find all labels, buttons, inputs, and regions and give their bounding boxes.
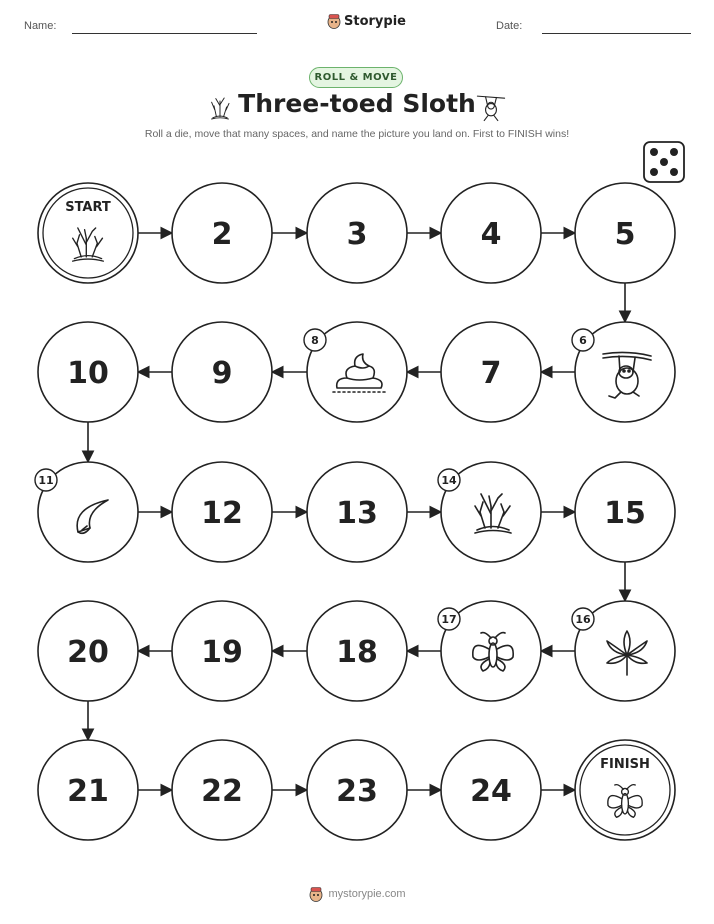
space-circle: [38, 183, 138, 283]
space-label: START: [65, 200, 111, 215]
space-number: 7: [480, 356, 502, 391]
page-title: Three-toed Sloth: [238, 89, 476, 118]
board-space-9: [172, 322, 272, 422]
die-pip: [650, 168, 658, 176]
board-space-2: [172, 183, 272, 283]
board-space-20: [38, 601, 138, 701]
die-pip: [660, 158, 668, 166]
space-number: 11: [38, 474, 54, 487]
board-space-23: [307, 740, 407, 840]
board-space-13: [307, 462, 407, 562]
board-space-18: [307, 601, 407, 701]
board-space-1: [38, 183, 138, 283]
board-space-14: [438, 462, 541, 562]
space-number: 23: [336, 774, 378, 809]
board-space-6: [572, 322, 675, 422]
instructions-text: Roll a die, move that many spaces, and name the picture you land on. First to FINISH wins!: [144, 128, 570, 140]
brand-name: Storypie: [344, 13, 406, 29]
space-number: 3: [346, 217, 368, 252]
board-space-19: [172, 601, 272, 701]
board-space-12: [172, 462, 272, 562]
board-space-25: [575, 740, 675, 840]
board-spaces: [35, 183, 675, 840]
space-number: 18: [336, 635, 378, 670]
board-space-8: [304, 322, 407, 422]
space-number: 12: [201, 496, 243, 531]
space-number: 4: [480, 217, 502, 252]
board-space-3: [307, 183, 407, 283]
board-space-4: [441, 183, 541, 283]
space-number: 22: [201, 774, 243, 809]
board-space-11: [35, 462, 138, 562]
space-number: 20: [67, 635, 109, 670]
space-number: 14: [441, 474, 457, 487]
space-number: 8: [311, 334, 319, 347]
space-label: FINISH: [600, 757, 650, 772]
board-space-7: [441, 322, 541, 422]
footer-mascot-icon: [308, 886, 324, 902]
die-pip: [670, 168, 678, 176]
space-number: 13: [336, 496, 378, 531]
space-number: 16: [575, 613, 591, 626]
die-pip: [650, 148, 658, 156]
footer-url[interactable]: mystorypie.com: [328, 888, 406, 900]
space-number: 19: [201, 635, 243, 670]
die-pip: [670, 148, 678, 156]
space-number: 21: [67, 774, 109, 809]
board-space-15: [575, 462, 675, 562]
board-space-24: [441, 740, 541, 840]
space-number: 24: [470, 774, 512, 809]
space-number: 17: [441, 613, 457, 626]
board-space-10: [38, 322, 138, 422]
name-label: Name:: [24, 20, 57, 32]
date-label: Date:: [496, 20, 523, 32]
footer: [0, 886, 714, 902]
space-number: 9: [211, 356, 233, 391]
board-space-21: [38, 740, 138, 840]
board-space-16: [572, 601, 675, 701]
board-space-5: [575, 183, 675, 283]
space-circle: [575, 740, 675, 840]
space-number: 5: [614, 217, 636, 252]
space-number: 10: [67, 356, 109, 391]
space-number: 15: [604, 496, 646, 531]
die-icon: [644, 142, 684, 182]
board-space-22: [172, 740, 272, 840]
game-type-badge: ROLL & MOVE: [309, 67, 403, 88]
space-number: 2: [211, 217, 233, 252]
board-space-17: [438, 601, 541, 701]
space-number: 6: [579, 334, 587, 347]
